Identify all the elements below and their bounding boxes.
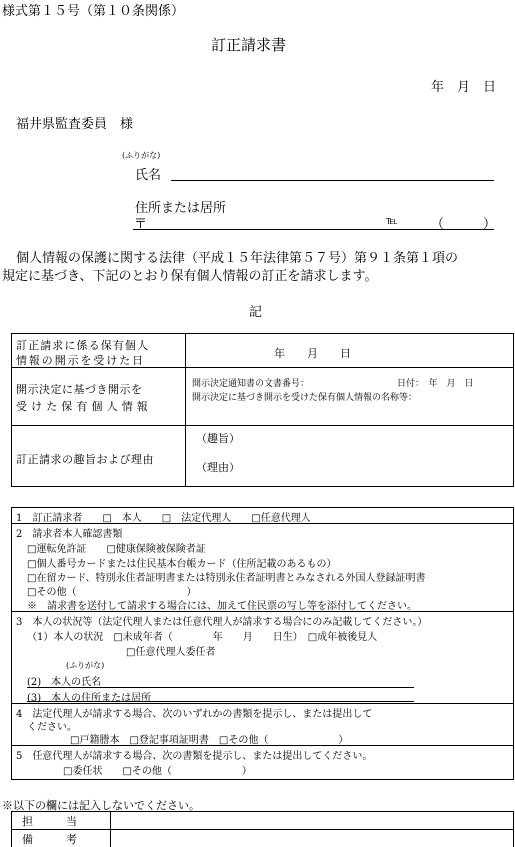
id-doc-option-1[interactable]: □運転免許証 □健康保険被保険者証 [27,544,206,555]
tel-parens: （ ） [431,217,497,232]
table-row-divider [11,425,514,426]
office-row-tanto: 担 当 [22,815,77,828]
address-underline [133,229,494,230]
name-label: 氏名 [135,168,162,183]
furigana-label: (ふりがな) [122,151,161,160]
principal-name-line [27,687,414,688]
id-doc-option-4[interactable]: □その他（ ） [27,587,197,598]
principal-address-label: (3) 本人の住所または居所 [27,693,152,704]
row3-purpose[interactable]: （趣旨） [196,432,240,445]
section-1-requester[interactable]: 1 訂正請求者 □ 本人 □ 法定代理人 □任意代理人 [16,513,311,524]
row2-info-name[interactable]: 開示決定に基づき開示を受けた保有個人情報の名称等： [192,393,418,403]
ki-label: 記 [249,305,263,320]
principal-name-label: (2) 本人の氏名 [27,677,102,688]
id-doc-note: ※ 請求書を送付して請求する場合には、加えて住民票の写し等を添付してください。 [27,601,417,612]
row2-doc-number[interactable]: 開示決定通知書の文書番号： [192,379,310,389]
date-line: 年 月 日 [431,80,497,95]
section-4-line-2: ください。 [27,722,77,733]
row2-label-1: 開示決定に基づき開示を [16,383,143,396]
table-divider [185,333,186,487]
office-table-row-divider [11,829,514,830]
row1-label-1: 訂正請求に係る保有個人 [16,339,150,352]
principal-status-option[interactable]: □任意代理人委任者 [126,647,216,658]
page-title: 訂正請求書 [211,36,287,54]
section-4-line-1: 4 法定代理人が請求する場合、次のいずれかの書類を提示し、または提出して [16,709,373,720]
principal-furigana: (ふりがな) [66,661,105,670]
office-row-biko: 備 考 [22,833,77,846]
row1-date-value[interactable]: 年 月 日 [274,347,351,360]
form-number: 様式第１５号（第１０条関係） [2,4,185,19]
row3-label: 訂正請求の趣旨および理由 [16,453,154,466]
voluntary-agent-docs[interactable]: □委任状 □その他（ ） [63,766,252,777]
section-3-title: 3 本人の状況等（法定代理人または任意代理人が請求する場合にのみ記載してください。） [16,617,428,628]
principal-status[interactable]: （1）本人の状況 □未成年者（ 年 月 日生） □成年被後見人 [27,632,378,643]
section-5-line-1: 5 任意代理人が請求する場合、次の書類を提示し、または提出してください。 [16,751,373,762]
principal-address-line [27,701,414,702]
row3-reason[interactable]: （理由） [196,461,240,474]
id-doc-option-2[interactable]: □個人番号カードまたは住民基本台帳カード（住所記載のあるもの） [27,559,337,570]
legal-agent-docs[interactable]: □戸籍謄本 □登記事項証明書 □その他（ ） [70,735,349,746]
addressee: 福井県監査委員 様 [16,117,134,132]
row2-date[interactable]: 日付： 年 月 日 [397,379,474,389]
row1-label-2: 情報の開示を受けた日 [16,354,145,367]
id-doc-option-3[interactable]: □在留カード、特別永住者証明書または特別永住者証明書とみなされる外国人登録証明書 [27,573,426,584]
office-use-note: ※以下の欄には記入しないでください。 [2,799,200,812]
section-2-title: 2 請求者本人確認書類 [16,529,123,540]
row2-label-2: 受けた保有個人情報 [16,400,152,413]
body-line-2: 規定に基づき、下記のとおり保有個人情報の訂正を請求します。 [2,269,378,284]
address-label: 住所または居所 [135,201,227,216]
name-underline [171,180,494,181]
body-line-1: 個人情報の保護に関する法律（平成１５年法律第５７号）第９１条第１項の [16,251,459,266]
postal-mark: 〒 [134,217,148,232]
tel-mark: ℡ [386,214,398,227]
